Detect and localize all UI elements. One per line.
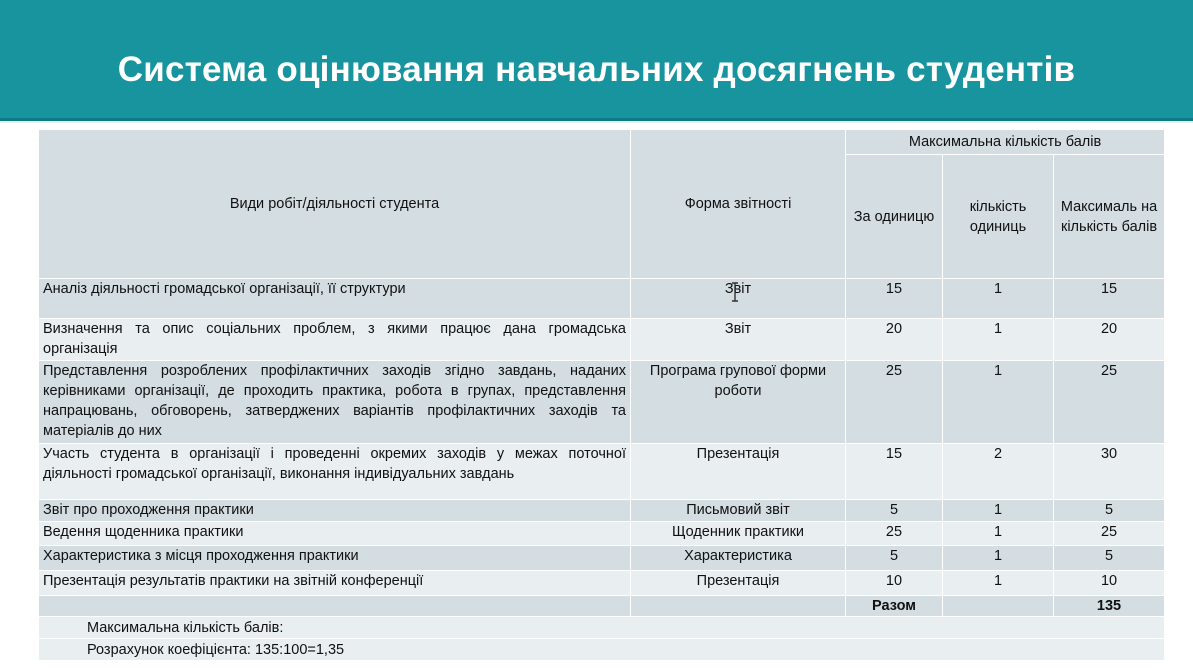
table-row (39, 279, 1165, 319)
units-cell: 1 (943, 361, 1054, 444)
activity-cell: Визначення та опис соціальних проблем, з якими працює дана громадська організація (39, 319, 631, 361)
activity-cell: Аналіз діяльності громадської організації, її структури (39, 279, 631, 319)
activity-cell: Участь студента в організації і проведенні окремих заходів у межах поточної діяльності громадської організації, виконання індивідуальних завдань (39, 444, 631, 500)
per-unit-cell: 5 (846, 500, 943, 522)
form-cell: Програма групової форми роботи (631, 361, 846, 444)
max-points-label: Максимальна кількість балів: (39, 617, 1165, 639)
per-unit-cell: 10 (846, 571, 943, 596)
activity-cell: Презентація результатів практики на звітній конференції (39, 571, 631, 596)
per-unit-cell: 25 (846, 522, 943, 546)
max-cell: 5 (1054, 500, 1165, 522)
table-row (39, 571, 1165, 596)
form-cell: Щоденник практики (631, 522, 846, 546)
total-row (39, 596, 1165, 617)
max-cell: 10 (1054, 571, 1165, 596)
units-cell: 2 (943, 444, 1054, 500)
activity-cell: Ведення щоденника практики (39, 522, 631, 546)
header-report-form: Форма звітності (631, 130, 846, 279)
units-cell: 1 (943, 571, 1054, 596)
max-cell: 30 (1054, 444, 1165, 500)
assessment-table (38, 129, 1165, 661)
header-divider (0, 121, 1193, 123)
footer-row (39, 617, 1165, 639)
units-cell: 1 (943, 279, 1054, 319)
per-unit-cell: 15 (846, 279, 943, 319)
per-unit-cell: 15 (846, 444, 943, 500)
table-row (39, 319, 1165, 361)
per-unit-cell: 20 (846, 319, 943, 361)
total-label: Разом (846, 596, 943, 617)
coefficient-text: Розрахунок коефіцієнта: 135:100=1,35 (39, 639, 1165, 661)
units-cell: 1 (943, 500, 1054, 522)
slide-header (0, 0, 1193, 121)
header-activities: Види робіт/діяльності студента (39, 130, 631, 279)
page-title: Система оцінювання навчальних досягнень студентів (117, 50, 1076, 89)
units-cell: 1 (943, 546, 1054, 571)
header-per-unit: За одиницю (846, 155, 943, 279)
header-max-points-group: Максимальна кількість балів (846, 130, 1165, 155)
header-units-count: кількість одиниць (943, 155, 1054, 279)
table-row (39, 522, 1165, 546)
table-row (39, 361, 1165, 444)
activity-cell: Представлення розроблених профілактичних заходів згідно завдань, наданих керівниками організації, де проходить практика, робота в групах, представлення напрацювань, обговорень, затверджених варіантів профілактичних заходів та матеріалів до них (39, 361, 631, 444)
form-cell: Звіт (631, 319, 846, 361)
units-cell: 1 (943, 522, 1054, 546)
table-row (39, 546, 1165, 571)
footer-row (39, 639, 1165, 661)
max-cell: 25 (1054, 522, 1165, 546)
form-cell: Звіт (631, 279, 846, 319)
total-value: 135 (1054, 596, 1165, 617)
header-max-total: Максималь на кількість балів (1054, 155, 1165, 279)
max-cell: 15 (1054, 279, 1165, 319)
max-cell: 20 (1054, 319, 1165, 361)
per-unit-cell: 5 (846, 546, 943, 571)
table-row (39, 500, 1165, 522)
form-cell: Презентація (631, 571, 846, 596)
activity-cell: Характеристика з місця проходження практики (39, 546, 631, 571)
form-cell: Презентація (631, 444, 846, 500)
form-cell: Письмовий звіт (631, 500, 846, 522)
units-cell: 1 (943, 319, 1054, 361)
per-unit-cell: 25 (846, 361, 943, 444)
max-cell: 5 (1054, 546, 1165, 571)
table-row (39, 444, 1165, 500)
activity-cell: Звіт про проходження практики (39, 500, 631, 522)
max-cell: 25 (1054, 361, 1165, 444)
form-cell: Характеристика (631, 546, 846, 571)
